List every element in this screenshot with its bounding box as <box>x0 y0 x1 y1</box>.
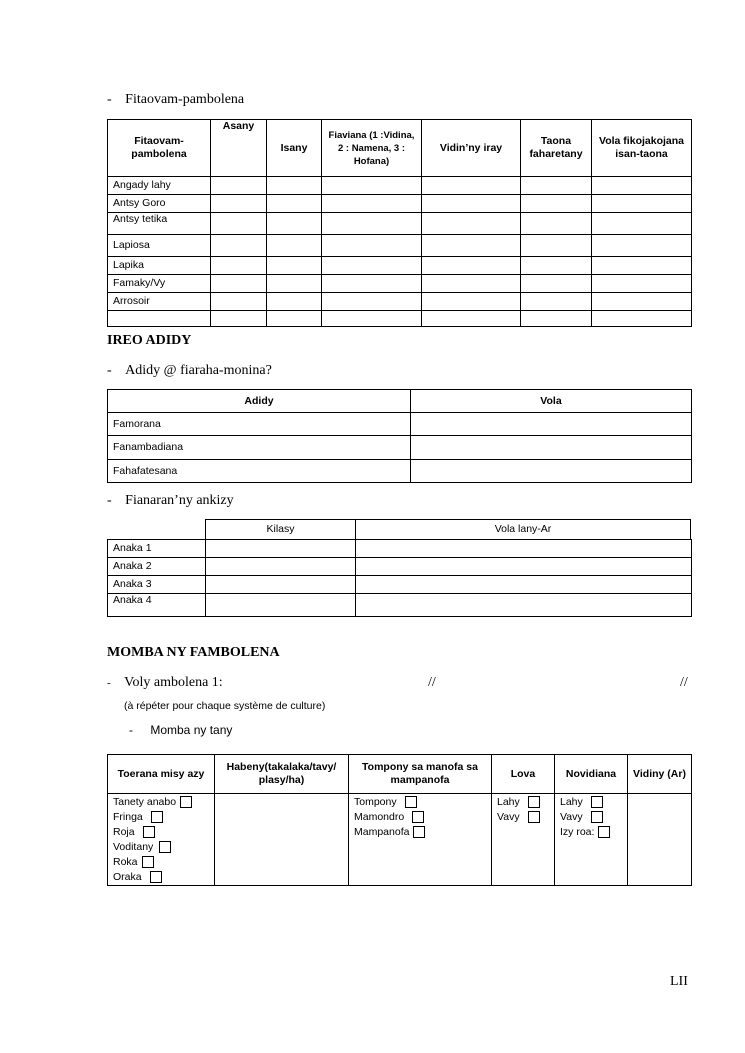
col-header: Adidy <box>108 390 411 413</box>
checkbox[interactable] <box>142 856 154 868</box>
checkbox[interactable] <box>405 796 417 808</box>
col-header: Vidiny (Ar) <box>628 755 692 794</box>
checkbox[interactable] <box>180 796 192 808</box>
checkbox[interactable] <box>528 796 540 808</box>
row-label: Arrosoir <box>108 293 211 311</box>
option-oraka[interactable]: Oraka <box>113 870 209 885</box>
col-header: Vola <box>411 390 692 413</box>
bullet: - <box>107 363 112 378</box>
duties-table <box>107 389 692 483</box>
col-header: Fitaovam-pambolena <box>108 120 211 177</box>
option-novidiana-vavy[interactable]: Vavy <box>560 810 622 825</box>
checkbox[interactable] <box>151 811 163 823</box>
col-header: Vola fikojakojana isan-taona <box>592 120 692 177</box>
checkbox[interactable] <box>150 871 162 883</box>
section2-title-line <box>107 363 272 379</box>
table-row <box>108 177 692 195</box>
bullet: - <box>107 92 112 107</box>
land-table <box>107 754 692 886</box>
schooling-header <box>205 519 691 539</box>
bullet: - <box>129 723 133 737</box>
table-row <box>108 235 692 257</box>
row-label: Antsy tetika <box>108 213 211 235</box>
checkbox[interactable] <box>591 796 603 808</box>
col-header: Taona faharetany <box>521 120 592 177</box>
voly-label: Voly ambolena 1: <box>124 675 223 690</box>
table-row <box>108 311 692 327</box>
option-mampanofa[interactable]: Mampanofa <box>354 825 486 840</box>
col-header: Vola lany-Ar <box>494 523 552 535</box>
equipment-table <box>107 119 692 327</box>
option-novidiana-lahy[interactable]: Lahy <box>560 795 622 810</box>
row-label: Famorana <box>108 413 411 436</box>
table-header-row <box>108 755 692 794</box>
section3-title: Fianaran’ny ankizy <box>125 493 234 508</box>
checkbox[interactable] <box>528 811 540 823</box>
novidiana-cell <box>555 794 628 886</box>
schooling-table <box>107 539 692 617</box>
col-header: Isany <box>267 120 322 177</box>
tompony-cell <box>349 794 492 886</box>
option-tanety-anabo[interactable]: Tanety anabo <box>113 795 209 810</box>
lova-cell <box>492 794 555 886</box>
section3-title-line <box>107 493 234 509</box>
row-label: Anaka 4 <box>108 594 206 617</box>
col-header: Kilasy <box>206 520 356 540</box>
table-header-row <box>108 390 692 413</box>
table-row <box>108 558 692 576</box>
row-label: Lapiosa <box>108 235 211 257</box>
bullet: - <box>107 493 112 508</box>
option-roka[interactable]: Roka <box>113 855 209 870</box>
slash-separator: // <box>428 675 436 690</box>
row-label: Angady lahy <box>108 177 211 195</box>
section1-title-line <box>107 92 244 108</box>
section2-heading: IREO ADIDY <box>107 333 192 348</box>
table-row <box>108 413 692 436</box>
habeny-cell[interactable] <box>215 794 349 886</box>
table-row <box>108 213 692 235</box>
table-row <box>108 594 692 617</box>
row-label <box>108 311 211 327</box>
table-row <box>108 257 692 275</box>
row-label: Fanambadiana <box>108 436 411 460</box>
repeat-note: (à répéter pour chaque système de culture) <box>124 700 326 712</box>
table-row <box>108 436 692 460</box>
table-row <box>108 275 692 293</box>
option-roja[interactable]: Roja <box>113 825 209 840</box>
table-row <box>108 794 692 886</box>
checkbox[interactable] <box>413 826 425 838</box>
table-row <box>108 576 692 594</box>
table-row <box>108 460 692 483</box>
option-fringa[interactable]: Fringa <box>113 810 209 825</box>
checkbox[interactable] <box>598 826 610 838</box>
row-label: Lapika <box>108 257 211 275</box>
col-header: Tompony sa manofa sa mampanofa <box>349 755 492 794</box>
row-label: Fahafatesana <box>108 460 411 483</box>
option-voditany[interactable]: Voditany <box>113 840 209 855</box>
row-label: Anaka 2 <box>108 558 206 576</box>
option-lova-lahy[interactable]: Lahy <box>497 795 549 810</box>
col-header: Fiaviana (1 :Vidina, 2 : Namena, 3 : Hofana) <box>322 120 422 177</box>
section1-title: Fitaovam-pambolena <box>125 92 245 107</box>
checkbox[interactable] <box>143 826 155 838</box>
option-mamondro[interactable]: Mamondro <box>354 810 486 825</box>
checkbox[interactable] <box>159 841 171 853</box>
checkbox[interactable] <box>412 811 424 823</box>
col-header: Asany <box>211 120 267 177</box>
sub-title: Momba ny tany <box>150 723 233 737</box>
row-label: Antsy Goro <box>108 195 211 213</box>
page-number: LII <box>670 974 688 989</box>
row-label: Anaka 3 <box>108 576 206 594</box>
row-label: Famaky/Vy <box>108 275 211 293</box>
vidiny-cell[interactable] <box>628 794 692 886</box>
toerana-cell <box>108 794 215 886</box>
table-header-row <box>108 120 692 177</box>
option-tompony[interactable]: Tompony <box>354 795 486 810</box>
row-label: Anaka 1 <box>108 540 206 558</box>
voly-line <box>107 675 223 691</box>
option-lova-vavy[interactable]: Vavy <box>497 810 549 825</box>
table-row <box>108 293 692 311</box>
section4-heading: MOMBA NY FAMBOLENA <box>107 645 280 660</box>
checkbox[interactable] <box>591 811 603 823</box>
col-header: Vidin’ny iray <box>422 120 521 177</box>
slash-separator: // <box>680 675 688 690</box>
bullet: - <box>107 677 111 689</box>
section2-title: Adidy @ fiaraha-monina? <box>125 363 272 378</box>
table-row <box>108 540 692 558</box>
col-header: Toerana misy azy <box>108 755 215 794</box>
col-header: Lova <box>492 755 555 794</box>
col-header: Novidiana <box>555 755 628 794</box>
sub-title-line <box>129 723 232 737</box>
option-novidiana-izy-roa[interactable]: Izy roa: <box>560 825 622 840</box>
col-header: Habeny(takalaka/tavy/ plasy/ha) <box>215 755 349 794</box>
table-row <box>108 195 692 213</box>
